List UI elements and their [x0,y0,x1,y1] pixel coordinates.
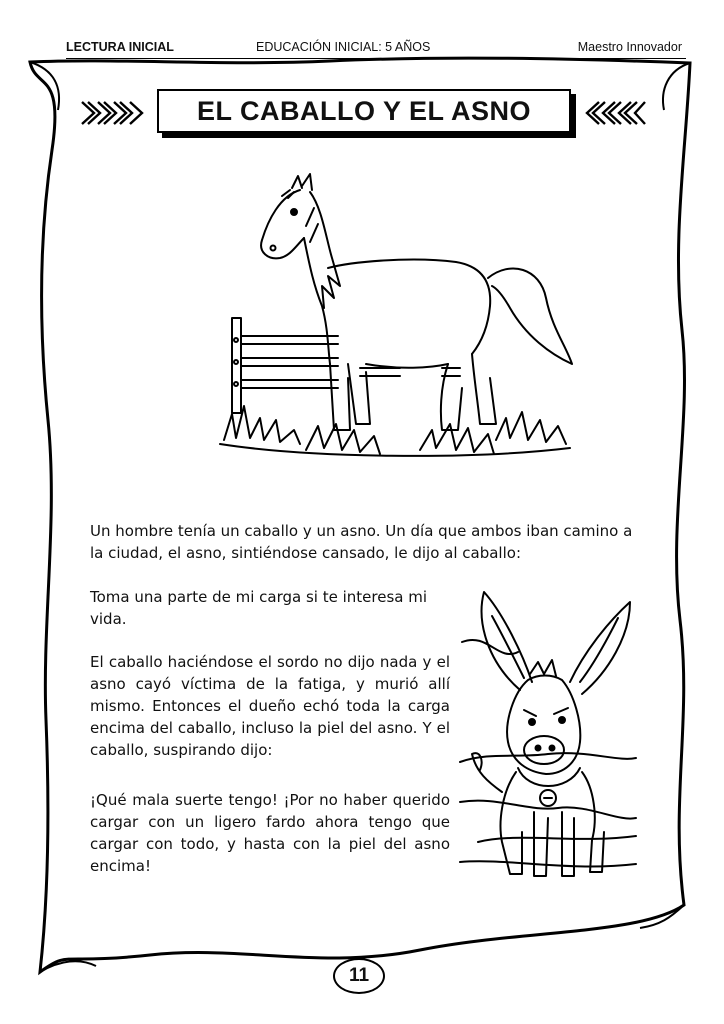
header-subject: LECTURA INICIAL [66,40,174,54]
horse-illustration [210,168,580,478]
chevron-right-decoration-icon [80,99,146,127]
story-paragraph-1: Un hombre tenía un caballo y un asno. Un día que ambos iban camino a la ciudad, el asno, sintiéndose cansado, le dijo al caballo: [90,522,633,562]
page-title: EL CABALLO Y EL ASNO [196,95,532,126]
story-paragraph-4: ¡Qué mala suerte tengo! ¡Por no haber querido cargar con un ligero fardo ahora tengo que cargar con todo, y hasta con la piel del asno encima! [90,791,450,875]
header-level: EDUCACIÓN INICIAL: 5 AÑOS [256,40,431,54]
title-box [157,89,571,133]
story-paragraph-2: Toma una parte de mi carga si te interesa mi vida. [90,588,428,628]
header-author: Maestro Innovador [577,40,682,54]
story-paragraph-3: El caballo haciéndose el sordo no dijo nada y el asno cayó víctima de la fatiga, y murió allí mismo. Entonces el dueño echó toda la carga encima del caballo, incluso la piel del asno. Y el caballo, suspirando dijo: [90,653,450,759]
chevron-left-decoration-icon [585,99,647,127]
page-number: 11 [333,958,385,994]
donkey-illustration [458,582,638,882]
